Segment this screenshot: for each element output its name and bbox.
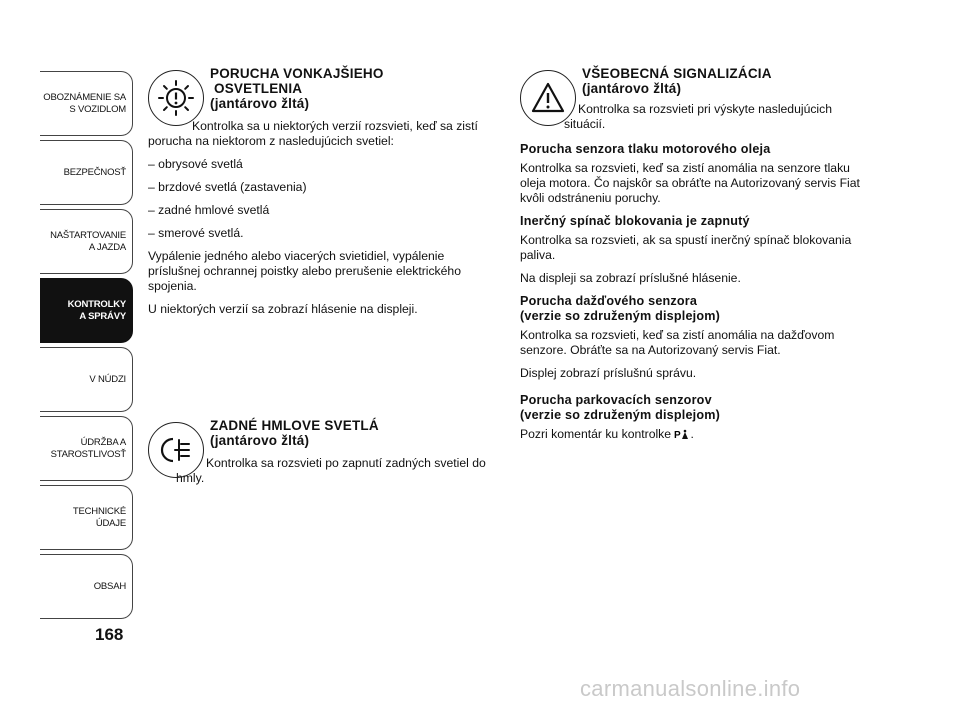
subsection-heading: Inerčný spínač blokovania je zapnutý xyxy=(520,214,750,228)
tab-label: ÚDRŽBA A STAROSTLIVOSŤ xyxy=(50,436,126,460)
list-item: – zadné hmlové svetlá xyxy=(148,203,270,217)
tab-obsah[interactable] xyxy=(40,554,133,619)
title-line: VŠEOBECNÁ SIGNALIZÁCIA xyxy=(582,66,772,81)
exterior-lights-para1: Vypálenie jedného alebo viacerých svietidiel, vypálenie príslušnej ochrannej poistky alebo prerušenie elektrického spojenia. xyxy=(148,249,461,293)
subsection-heading: Porucha senzora tlaku motorového oleja xyxy=(520,142,771,156)
general-signal-title xyxy=(582,66,865,96)
tab-label: BEZPEČNOSŤ xyxy=(63,166,126,178)
subsection-text: Displej zobrazí príslušnú správu. xyxy=(520,366,697,380)
subsection-heading: Porucha parkovacích senzorov (verzie so združeným displejom) xyxy=(520,393,721,422)
tab-v-nudzi[interactable] xyxy=(40,347,133,412)
exterior-lights-title xyxy=(210,66,488,111)
list-item: – obrysové svetlá xyxy=(148,157,243,171)
exterior-light-failure-icon xyxy=(148,70,204,126)
subsection-text: Kontrolka sa rozsvieti, keď sa zistí anomália na dažďovom senzore. Obráťte sa na Autorizovaný servis Fiat. xyxy=(520,328,835,357)
list-item: – brzdové svetlá (zastavenia) xyxy=(148,180,307,194)
tab-nastartovanie[interactable] xyxy=(40,209,133,274)
tab-technicke[interactable] xyxy=(40,485,133,550)
list-item: – smerové svetlá. xyxy=(148,226,244,240)
tab-oboznamenie[interactable] xyxy=(40,71,133,136)
tab-kontrolky[interactable] xyxy=(40,278,133,343)
tab-label: TECHNICKÉ ÚDAJE xyxy=(72,505,126,529)
tab-label: OBSAH xyxy=(93,580,126,592)
parking-sensor-icon xyxy=(674,428,690,444)
watermark: carmanualsonline.info xyxy=(580,676,801,701)
tab-label: KONTROLKY A SPRÁVY xyxy=(67,298,126,322)
parking-ref-text: Pozri komentár ku kontrolke xyxy=(520,427,672,441)
right-column xyxy=(520,66,865,452)
general-signal-intro: Kontrolka sa rozsvieti pri výskyte nasledujúcich situácií. xyxy=(564,102,833,131)
title-line: (jantárovo žltá) xyxy=(210,96,310,111)
sidebar-tabs xyxy=(40,71,133,623)
subsection-text: Kontrolka sa rozsvieti, keď sa zistí anomália na senzore tlaku oleja motora. Čo najskôr sa obráťte na Autorizovaný servis Fiat kvôli odstráneniu poruchy. xyxy=(520,161,860,205)
exterior-lights-para2: U niektorých verzií sa zobrazí hlásenie na displeji. xyxy=(148,302,418,316)
subsection-heading: Porucha dažďového senzora (verzie so združeným displejom) xyxy=(520,294,721,323)
rear-fog-text: Kontrolka sa rozsvieti po zapnutí zadných svetiel do hmly. xyxy=(176,456,486,485)
title-line: OSVETLENIA xyxy=(214,81,303,96)
subsection-text: Pozri komentár ku kontrolke P . xyxy=(520,427,865,444)
title-line: PORUCHA VONKAJŠIEHO xyxy=(210,66,384,81)
rear-fog-title xyxy=(210,418,488,448)
left-column xyxy=(148,66,488,325)
tab-label: OBOZNÁMENIE SA S VOZIDLOM xyxy=(43,91,126,115)
tab-udrzba[interactable] xyxy=(40,416,133,481)
tab-label: NAŠTARTOVANIE A JAZDA xyxy=(50,229,126,253)
title-line: (jantárovo žltá) xyxy=(210,433,310,448)
page-number: 168 xyxy=(95,625,124,644)
subsection-text: Na displeji sa zobrazí príslušné hlásenie. xyxy=(520,271,741,285)
exterior-lights-intro: Kontrolka sa u niektorých verzií rozsvieti, keď sa zistí porucha na niektorom z nasledujúcich svetiel: xyxy=(148,119,478,148)
tab-label: V NÚDZI xyxy=(89,373,126,385)
subsection-text: Kontrolka sa rozsvieti, ak sa spustí inerčný spínač blokovania paliva. xyxy=(520,233,852,262)
title-line: (jantárovo žltá) xyxy=(582,81,682,96)
tab-bezpecnost[interactable] xyxy=(40,140,133,205)
warning-triangle-icon xyxy=(520,70,576,126)
rear-fog-section xyxy=(148,418,488,486)
svg-text:P: P xyxy=(674,430,682,440)
rear-fog-light-icon xyxy=(148,422,204,478)
title-line: ZADNÉ HMLOVE SVETLÁ xyxy=(210,418,379,433)
